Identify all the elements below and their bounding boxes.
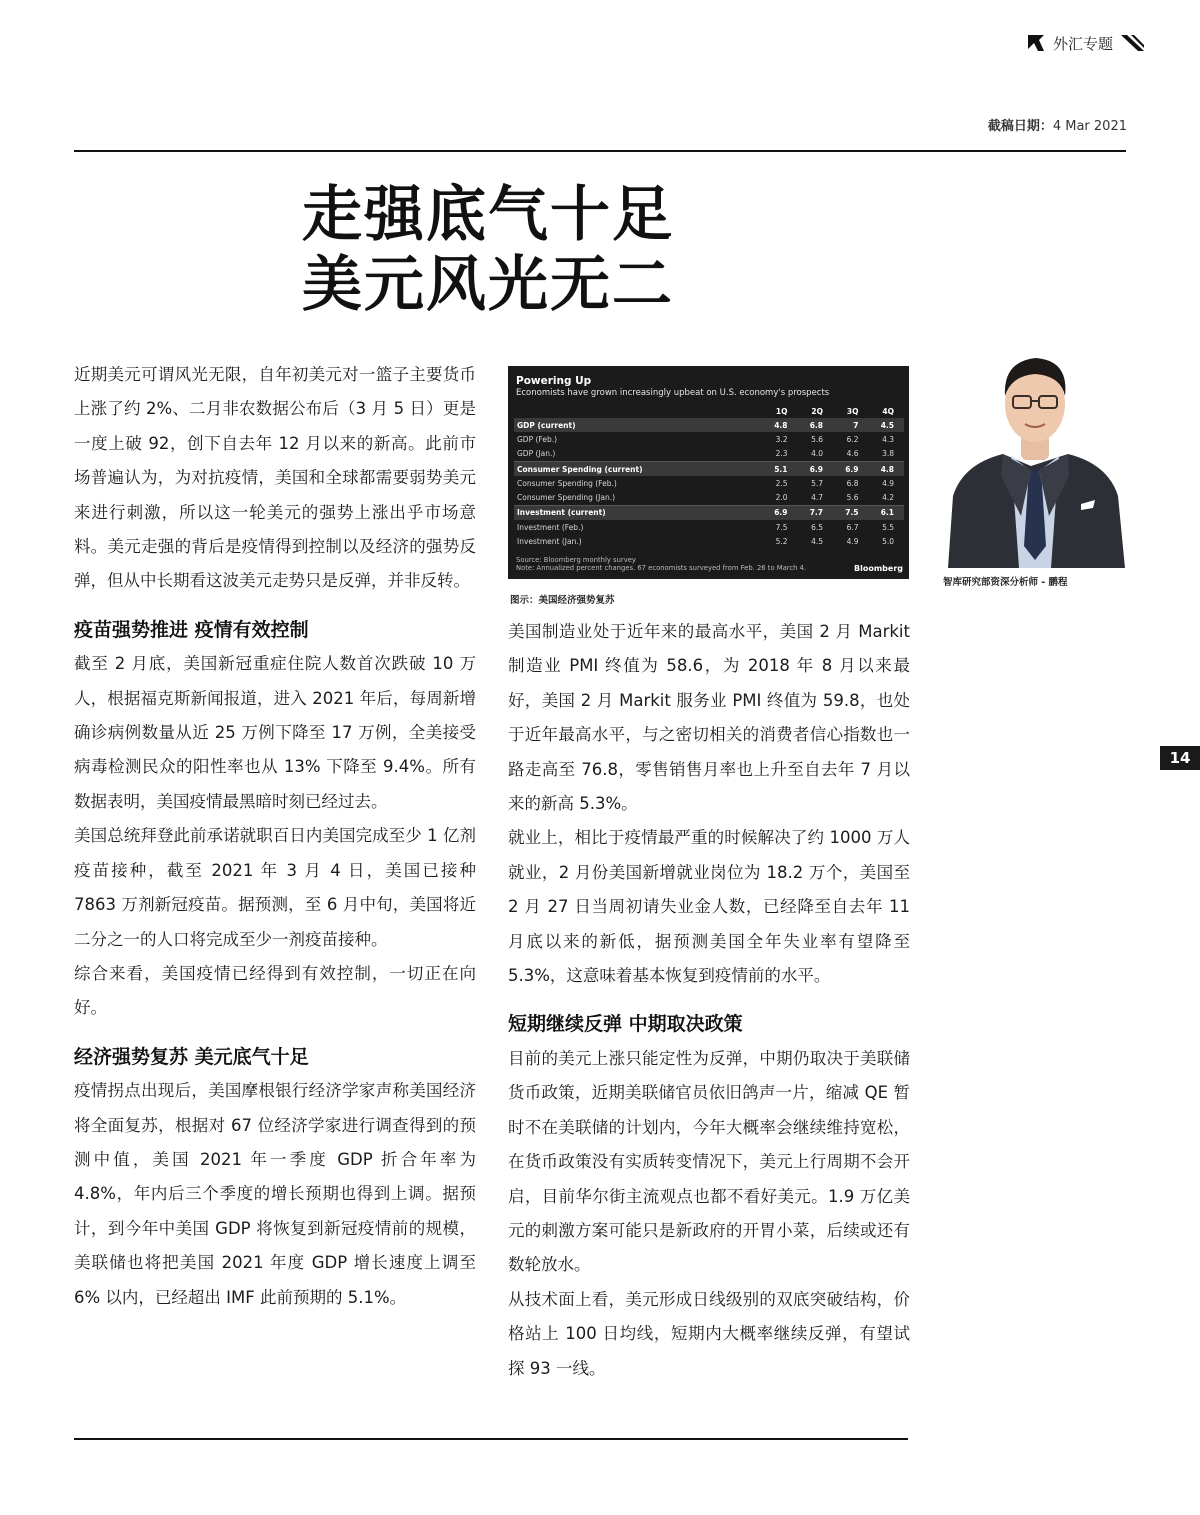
cell-value: 5.5: [882, 522, 894, 532]
chart-subtitle: Economists have grown increasingly upbeat on U.S. economy's prospects: [516, 388, 830, 398]
paragraph: 目前的美元上涨只能定性为反弹，中期仍取决于美联储货币政策，近期美联储官员依旧鸽声一片，缩减 QE 暂时不在美联储的计划内，今年大概率会继续维持宽松，在货币政策没有实质转变情况下，美元上行周期不会开启，目前华尔街主流观点也都不看好美元。1.9 万亿美元的刺激方案可能只是新政府的开胃小菜，后续或还有数轮放水。: [508, 1048, 910, 1275]
author-photo: [943, 346, 1128, 568]
paragraph: 综合来看，美国疫情已经得到有效控制，一切正在向好。: [74, 963, 476, 1018]
chart-source-line: Source: Bloomberg monthly survey: [516, 556, 636, 564]
row-label: Investment (Jan.): [517, 537, 582, 547]
column-header: 3Q: [846, 406, 859, 416]
cell-value: 4.7: [811, 493, 823, 503]
paragraph: 疫情拐点出现后，美国摩根银行经济学家声称美国经济将全面复苏，根据对 67 位经济学家进行调查得到的预测中值，美国 2021 年一季度 GDP 折合年率为 4.8%，年内后三个季度的增长预期也得到上调。据预计，到今年中美国 GDP 将恢复到新冠疫情前的规模，美联储也将把美国 2021 年度 GDP 增长速度上调至 6% 以内，已经超出 IMF 此前预期的 5.1%。: [74, 1081, 476, 1307]
left-column: [74, 358, 476, 1315]
section-heading-economy: 经济强势复苏 美元底气十足: [74, 1045, 309, 1068]
paragraph: 从技术面上看，美元形成日线级别的双底突破结构，价格站上 100 日均线，短期内大概率继续反弹，有望试探 93 一线。: [508, 1289, 910, 1378]
cell-value: 5.1: [762, 461, 798, 476]
cell-value: 5.2: [775, 537, 788, 547]
paragraph: 截至 2 月底，美国新冠重症住院人数首次跌破 10 万人，根据福克斯新闻报道，进入 2021 年后，每周新增确诊病例数量从近 25 万例下降至 17 万例，全美接受病毒检测民众的阳性率也从 13% 下降至 9.4%。所有数据表明，美国疫情最黑暗时刻已经过去。: [74, 654, 476, 811]
cell-value: 6.5: [811, 522, 823, 532]
table-row: [514, 461, 904, 476]
cell-value: 3.2: [775, 434, 788, 444]
cell-value: 5.7: [811, 478, 823, 488]
column-header: 4Q: [882, 406, 894, 416]
paragraph: 美国制造业处于近年来的最高水平，美国 2 月 Markit 制造业 PMI 终值为 58.6，为 2018 年 8 月以来最好，美国 2 月 Markit 服务业 PMI 终值为 59.8，也处于近年最高水平，与之密切相关的消费者信心指数也一路走高至 76.8，零售销售月率也上升至自去年 7 月以来的新高 5.3%。: [508, 622, 910, 814]
row-label: Investment (current): [514, 505, 762, 520]
chart-brand: Bloomberg: [854, 564, 903, 573]
cell-value: 4.2: [882, 493, 894, 503]
chart-title: Powering Up: [516, 375, 592, 387]
arrow-left-icon: [1027, 34, 1045, 52]
row-label: GDP (Feb.): [517, 434, 558, 444]
cell-value: 2.0: [775, 493, 788, 503]
paragraph: 就业上，相比于疫情最严重的时候解决了约 1000 万人就业，2 月份美国新增就业岗位为 18.2 万个，美国至 2 月 27 日当周初请失业金人数，已经降至自去年 11 月底以来的新低，据预测美国全年失业率有望降至 5.3%，这意味着基本恢复到疫情前的水平。: [508, 828, 910, 986]
cell-value: 6.2: [846, 434, 859, 444]
cell-value: 4.9: [846, 537, 859, 547]
cell-value: 4.0: [811, 449, 823, 459]
cell-value: 4.9: [882, 478, 894, 488]
cell-value: 4.8: [869, 461, 905, 476]
column-header: 2Q: [811, 406, 823, 416]
arrow-right-icon: [1121, 34, 1145, 52]
cell-value: 6.7: [846, 522, 859, 532]
row-label: Consumer Spending (Jan.): [517, 493, 616, 503]
row-label: GDP (Jan.): [517, 449, 556, 459]
page-title: [302, 180, 674, 320]
table-row: [514, 490, 904, 505]
cell-value: 5.0: [882, 537, 894, 547]
cell-value: 7.5: [833, 505, 869, 520]
row-label: Consumer Spending (current): [514, 461, 762, 476]
table-row: [514, 432, 904, 446]
page-number: 14: [1160, 746, 1200, 770]
date-label: 截稿日期：: [987, 119, 1053, 134]
title-line-1: 走强底气十足: [302, 180, 674, 250]
cell-value: 7.5: [775, 522, 788, 532]
cell-value: 4.5: [869, 418, 905, 432]
chart-source: [516, 556, 806, 572]
right-column: [508, 615, 910, 1386]
forecast-table: [514, 404, 904, 549]
cell-value: 5.6: [846, 493, 859, 503]
section-tag: [1027, 32, 1145, 54]
cell-value: 5.6: [811, 434, 823, 444]
cell-value: 6.8: [846, 478, 859, 488]
deadline-date: [988, 115, 1127, 134]
title-line-2: 美元风光无二: [302, 250, 674, 320]
table-row: [514, 447, 904, 462]
table-row: [514, 418, 904, 432]
section-heading-vaccine: 疫苗强势推进 疫情有效控制: [74, 618, 309, 641]
cell-value: 7: [833, 418, 869, 432]
table-row: [514, 476, 904, 490]
paragraph: 美国总统拜登此前承诺就职百日内美国完成至少 1 亿剂疫苗接种，截至 2021 年 3 月 4 日，美国已接种 7863 万剂新冠疫苗。据预测，至 6 月中旬，美国将近二分之一的人口将完成至少一剂疫苗接种。: [74, 826, 476, 949]
table-row: [514, 505, 904, 520]
date-value: 4 Mar 2021: [1052, 119, 1127, 134]
chart-caption: 图示：美国经济强势复苏: [510, 595, 615, 606]
author-caption: 智库研究部资深分析师 - 鹏程: [943, 577, 1068, 588]
bottom-divider: [74, 1438, 908, 1440]
author-portrait-illustration: [943, 346, 1128, 568]
cell-value: 4.6: [846, 449, 859, 459]
row-label: Investment (Feb.): [517, 522, 584, 532]
cell-value: 6.8: [798, 418, 834, 432]
cell-value: 4.5: [811, 537, 823, 547]
cell-value: 4.8: [762, 418, 798, 432]
cell-value: 6.1: [869, 505, 905, 520]
section-heading-policy: 短期继续反弹 中期取决政策: [508, 1013, 743, 1036]
cell-value: 6.9: [833, 461, 869, 476]
cell-value: 6.9: [762, 505, 798, 520]
bloomberg-forecast-table: [508, 366, 909, 579]
row-label: Consumer Spending (Feb.): [517, 478, 617, 488]
cell-value: 3.8: [882, 449, 894, 459]
chart-note-line: Note: Annualized percent changes. 67 economists surveyed from Feb. 26 to March 4.: [516, 564, 807, 572]
cell-value: 4.3: [882, 434, 894, 444]
top-divider: [74, 150, 1126, 152]
section-label: 外汇专题: [1053, 34, 1114, 53]
cell-value: 2.5: [775, 478, 788, 488]
table-row: [514, 520, 904, 534]
intro-paragraph: 近期美元可谓风光无限，自年初美元对一篮子主要货币上涨了约 2%、二月非农数据公布后（3 月 5 日）更是一度上破 92，创下自去年 12 月以来的新高。此前市场普遍认为，为对抗疫情，美国和全球都需要弱势美元来进行刺激，所以这一轮美元的强势上涨出乎市场意料。美元走强的背后是疫情得到控制以及经济的强势反弹，但从中长期看这波美元走势只是反弹，并非反转。: [74, 365, 476, 591]
column-header: 1Q: [775, 406, 788, 416]
table-row: [514, 534, 904, 548]
cell-value: 7.7: [798, 505, 834, 520]
cell-value: 6.9: [798, 461, 834, 476]
row-label: GDP (current): [514, 418, 762, 432]
cell-value: 2.3: [775, 449, 788, 459]
